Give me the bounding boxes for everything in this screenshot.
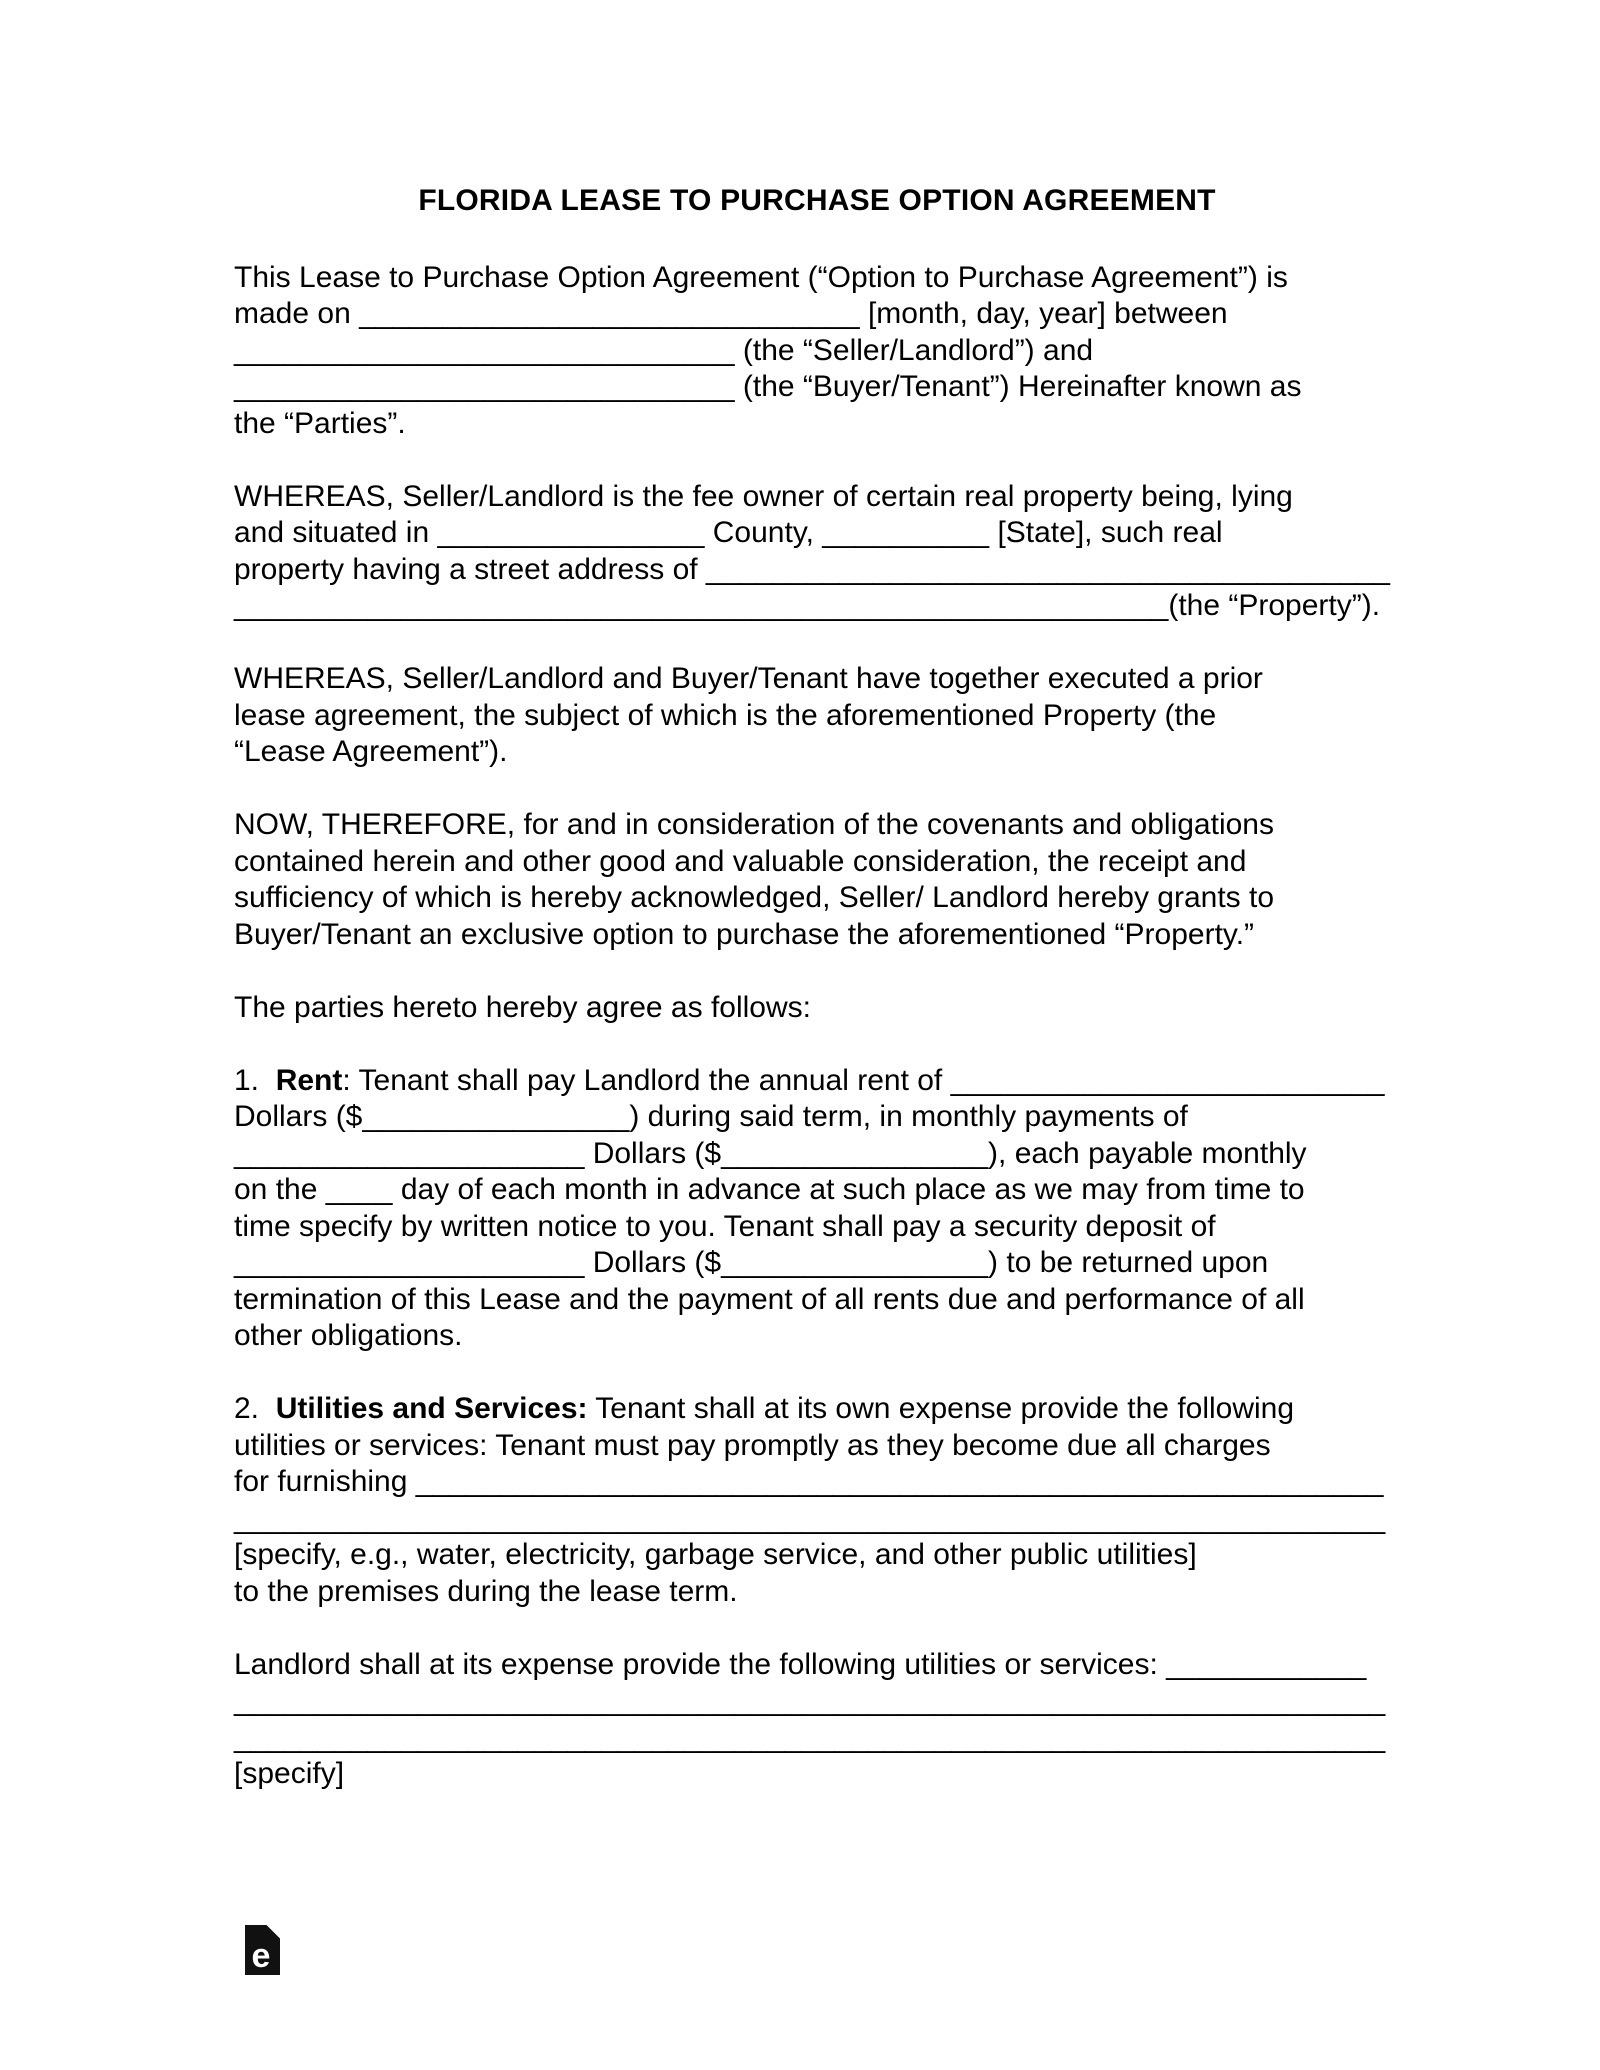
document-title: FLORIDA LEASE TO PURCHASE OPTION AGREEMENT	[418, 184, 1216, 217]
text: [specify]	[234, 1757, 345, 1790]
text-line	[234, 1647, 1400, 1684]
paragraph	[234, 807, 1400, 953]
text-line	[234, 917, 1400, 954]
text: Dollars ($________________) during said term, in monthly payments of	[234, 1100, 1188, 1133]
text: property having a street address of _________________________________________	[234, 552, 1390, 586]
text-line	[234, 880, 1400, 917]
text: other obligations.	[234, 1319, 463, 1352]
text: lease agreement, the subject of which is the aforementioned Property (the	[234, 698, 1217, 732]
paragraph	[234, 260, 1400, 443]
text: ______________________________ (the “Seller/Landlord”) and	[234, 333, 1094, 367]
paragraph	[234, 661, 1400, 771]
text-line	[234, 406, 1400, 443]
text-line	[234, 734, 1400, 771]
paragraph	[234, 1647, 1400, 1793]
text-line	[234, 1574, 1400, 1611]
text: sufficiency of which is hereby acknowledged, Seller/ Landlord hereby grants to	[234, 881, 1275, 914]
text: Tenant shall at its own expense provide the following	[587, 1392, 1295, 1425]
text: _____________________________________________________________________	[234, 1720, 1386, 1754]
text: The parties hereto hereby agree as follows:	[234, 990, 811, 1024]
text-line	[234, 588, 1400, 625]
text-line	[234, 1136, 1400, 1173]
text: Landlord shall at its expense provide the following utilities or services: ____________	[234, 1647, 1367, 1681]
text-line	[234, 515, 1400, 552]
text-line	[234, 990, 1400, 1027]
text: and situated in ________________ County, __________ [State], such real	[234, 516, 1223, 549]
text-line	[234, 1318, 1400, 1355]
text-line	[234, 1720, 1400, 1757]
text: ______________________________ (the “Buyer/Tenant”) Hereinafter known as	[234, 370, 1302, 403]
text-line	[234, 661, 1400, 698]
text-line	[234, 552, 1400, 589]
text-line	[234, 844, 1400, 881]
text-line	[234, 1245, 1400, 1282]
text: for furnishing __________________________________________________________	[234, 1465, 1384, 1498]
text-line	[234, 1172, 1400, 1209]
eforms-logo-letter: e	[251, 1937, 271, 1975]
text: termination of this Lease and the payment of all rents due and performance of all	[234, 1282, 1305, 1316]
bold-text: Rent	[275, 1063, 343, 1097]
text: NOW, THEREFORE, for and in consideration of the covenants and obligations	[234, 808, 1274, 841]
text: WHEREAS, Seller/Landlord and Buyer/Tenant have together executed a prior	[234, 662, 1263, 695]
text: time specify by written notice to you. Tenant shall pay a security deposit of	[234, 1209, 1216, 1243]
text-line	[234, 1756, 1400, 1793]
text-line	[234, 1209, 1400, 1246]
text: on the ____ day of each month in advance at such place as we may from time to	[234, 1173, 1305, 1206]
text-line	[234, 333, 1400, 370]
text: WHEREAS, Seller/Landlord is the fee owner of certain real property being, lying	[234, 479, 1293, 513]
text: : Tenant shall pay Landlord the annual rent of __________________________	[342, 1063, 1385, 1097]
text: “Lease Agreement”).	[234, 735, 508, 768]
bold-text: Utilities and Services:	[275, 1392, 588, 1425]
text: to the premises during the lease term.	[234, 1574, 738, 1608]
text: made on ______________________________ [month, day, year] between	[234, 297, 1228, 330]
text: 1.	[234, 1063, 276, 1097]
document-body	[234, 260, 1400, 1793]
paragraph	[234, 479, 1400, 625]
text-line	[234, 1063, 1400, 1100]
text: _____________________ Dollars ($________________), each payable monthly	[234, 1136, 1307, 1170]
text-line	[234, 296, 1400, 333]
paragraph	[234, 1391, 1400, 1610]
text: the “Parties”.	[234, 406, 406, 440]
text-line	[234, 1537, 1400, 1574]
text: contained herein and other good and valuable consideration, the receipt and	[234, 844, 1247, 878]
text-line	[234, 1099, 1400, 1136]
text-line	[234, 260, 1400, 297]
eforms-logo	[245, 1925, 280, 1975]
paragraph	[234, 1063, 1400, 1355]
paragraph	[234, 990, 1400, 1027]
text-line	[234, 698, 1400, 735]
text-line	[234, 1391, 1400, 1428]
text-line	[234, 1464, 1400, 1501]
text-line	[234, 807, 1400, 844]
text-line	[234, 479, 1400, 516]
text: _____________________ Dollars ($________________) to be returned upon	[234, 1246, 1269, 1279]
text-line	[234, 1683, 1400, 1720]
text: _____________________________________________________________________	[234, 1501, 1386, 1535]
text: [specify, e.g., water, electricity, garbage service, and other public utilities]	[234, 1538, 1197, 1571]
text: utilities or services: Tenant must pay promptly as they become due all charges	[234, 1428, 1271, 1462]
text: This Lease to Purchase Option Agreement (“Option to Purchase Agreement”) is	[234, 260, 1288, 294]
text-line	[234, 1428, 1400, 1465]
text-line	[234, 369, 1400, 406]
text-line	[234, 1501, 1400, 1538]
text-line	[234, 1282, 1400, 1319]
text: 2.	[234, 1392, 276, 1425]
text: _____________________________________________________________________	[234, 1684, 1386, 1717]
document-page-icon	[245, 1925, 280, 1975]
text: Buyer/Tenant an exclusive option to purchase the aforementioned “Property.”	[234, 917, 1255, 951]
text: ________________________________________________________(the “Property”).	[234, 589, 1381, 622]
